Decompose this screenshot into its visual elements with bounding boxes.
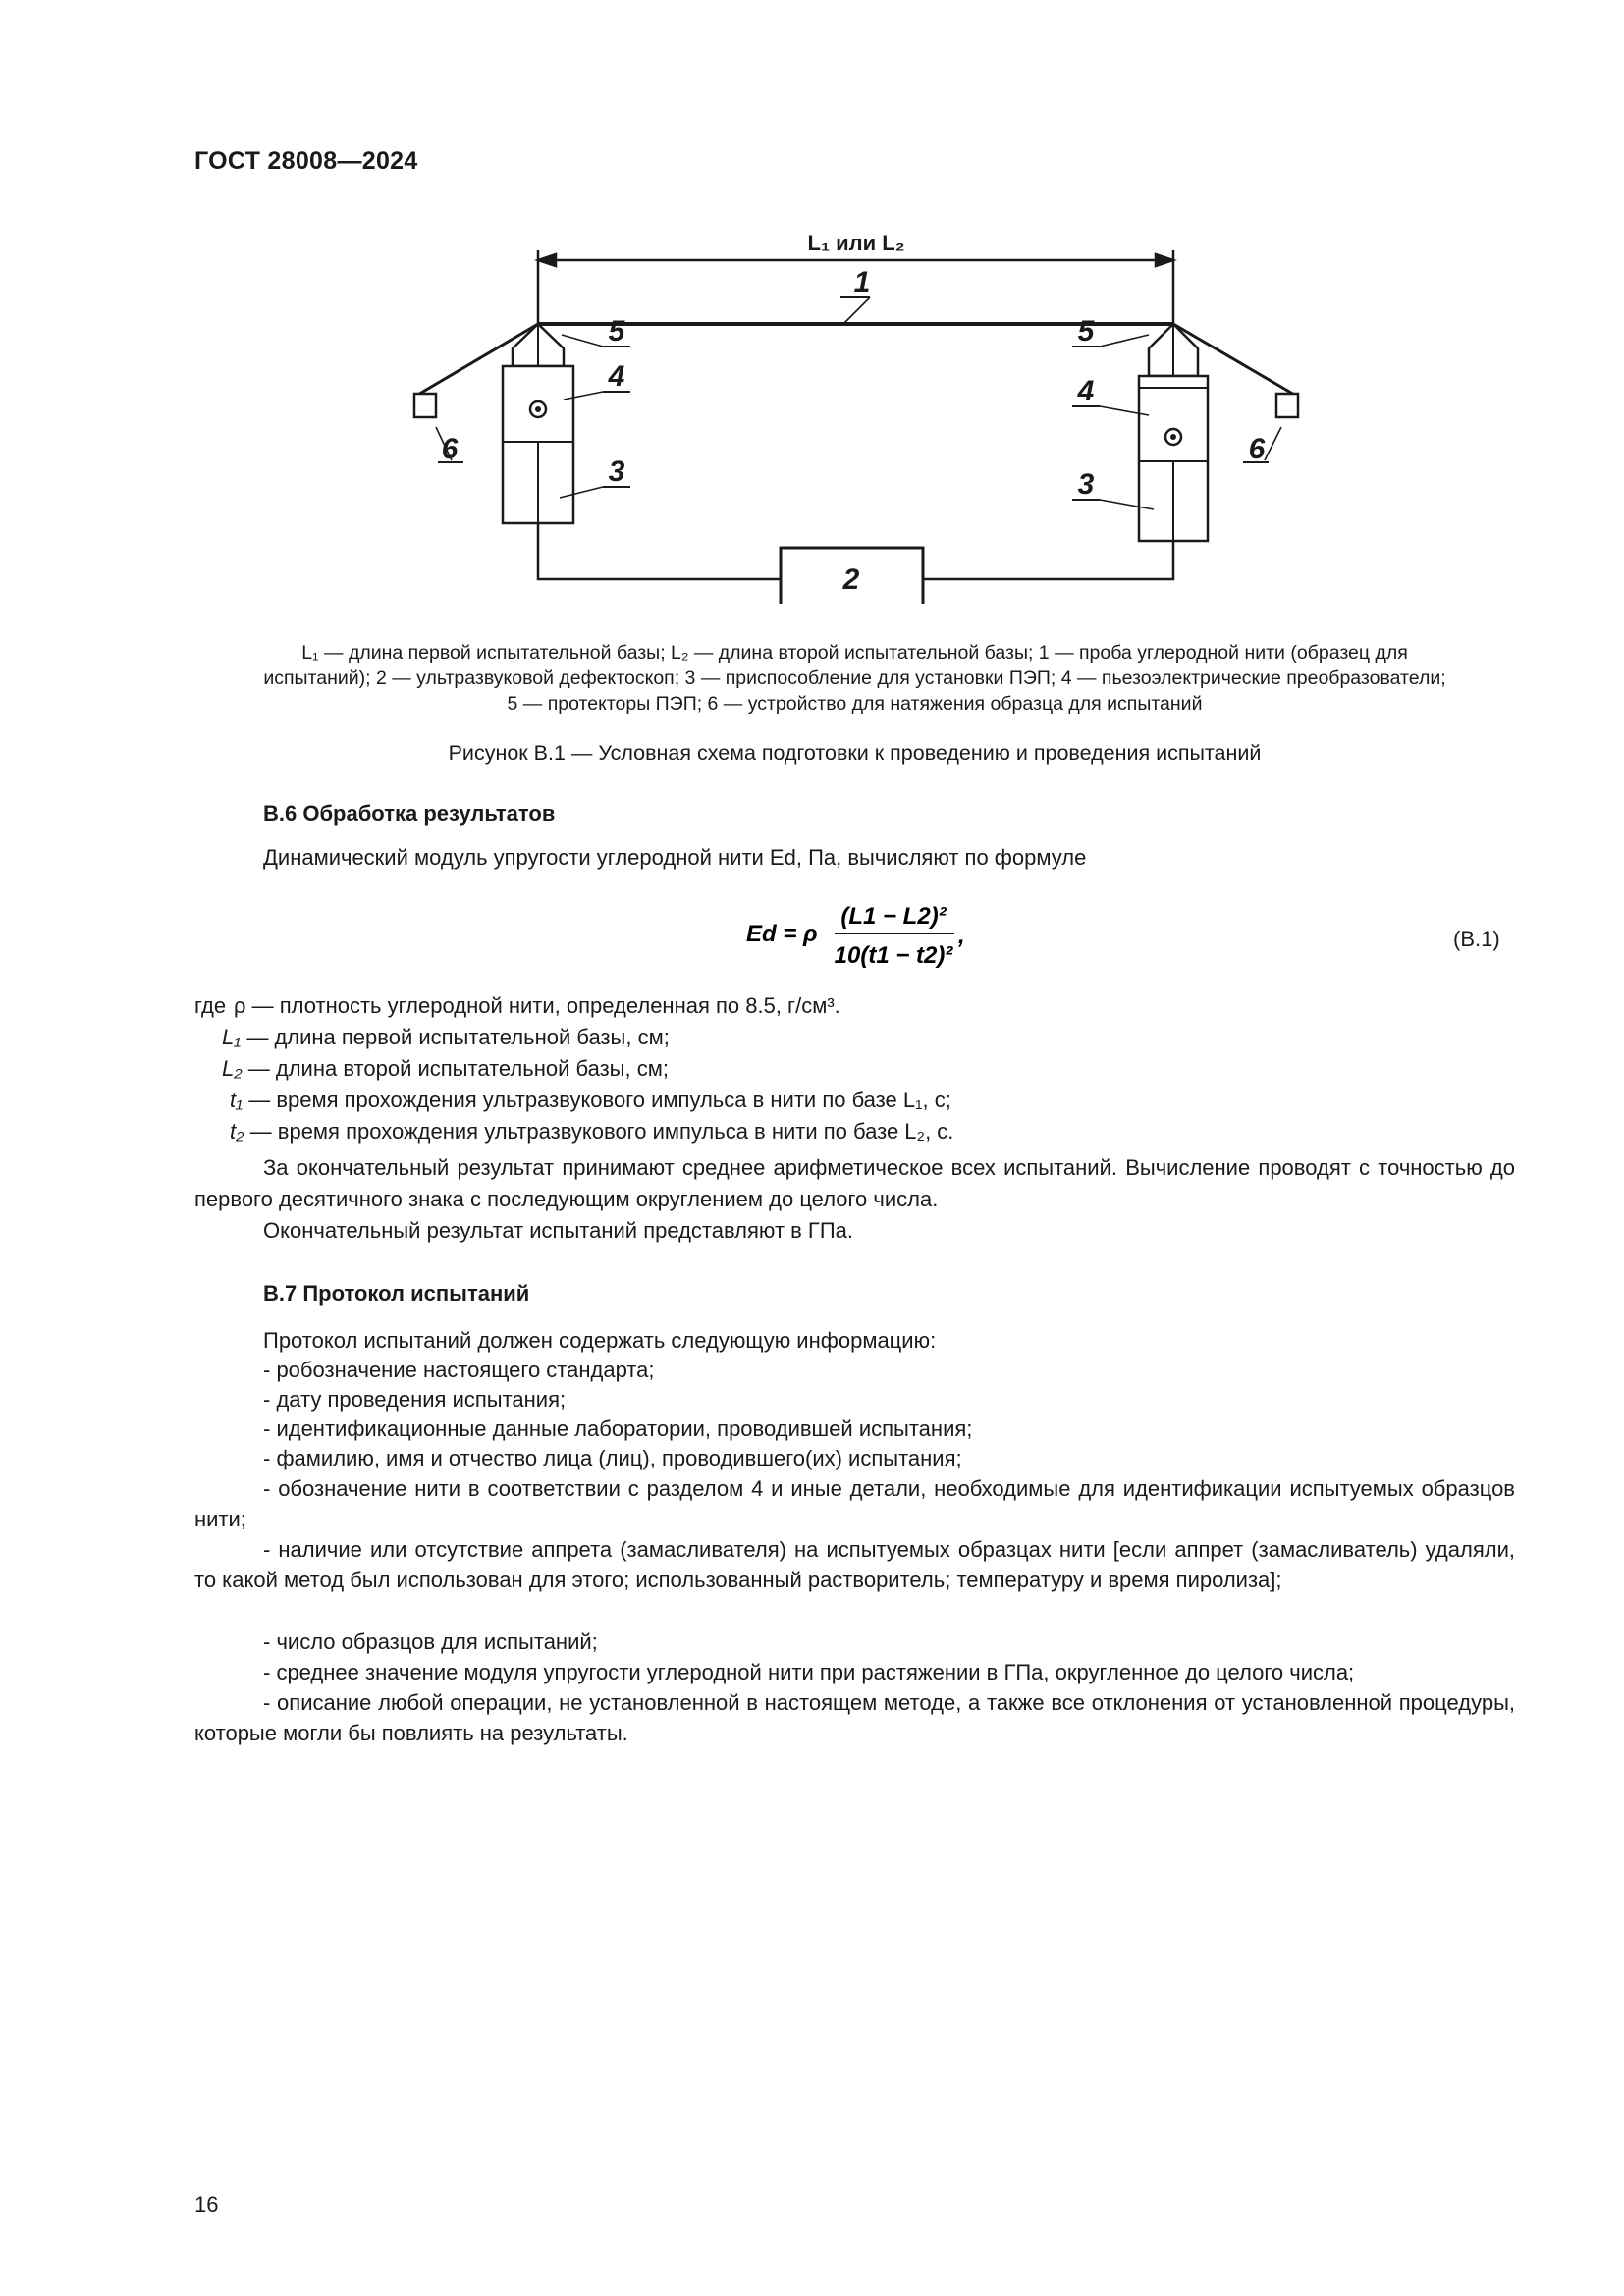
definition-text: время прохождения ультразвукового импульса в нити по базе L₁, с; bbox=[276, 1088, 951, 1112]
section-b6-paragraph-1: За окончательный результат принимают среднее арифметическое всех испытаний. Вычисление проводят с точностью до первого десятичного знака с последующим округлением до целого числа. bbox=[194, 1155, 1515, 1211]
label-tensioner-right: 6 bbox=[1248, 433, 1266, 465]
definition-symbol: t₂ bbox=[230, 1119, 244, 1144]
definition-text: время прохождения ультразвукового импульса в нити по базе L₂, с. bbox=[277, 1119, 954, 1144]
definition-row: t₁ — время прохождения ультразвукового импульса в нити по базе L₁, с; bbox=[230, 1088, 951, 1112]
definition-symbol: L₂ bbox=[222, 1056, 243, 1081]
label-thread: 1 bbox=[853, 266, 871, 298]
section-b7-intro: Протокол испытаний должен содержать следующую информацию: bbox=[263, 1328, 937, 1353]
list-item: - описание любой операции, не установленной в настоящем методе, а также все отклонения от установленной процедуры, которые могли бы повлиять на результаты. bbox=[194, 1690, 1515, 1745]
definition-row: L₂ — длина второй испытательной базы, см; bbox=[222, 1056, 669, 1081]
section-b6-heading: В.6 Обработка результатов bbox=[263, 801, 556, 826]
list-item: - фамилию, имя и отчество лица (лиц), проводившего(их) испытания; bbox=[263, 1446, 962, 1470]
definition-symbol: ρ bbox=[234, 993, 246, 1018]
formula-numerator: (L1 − L2)² bbox=[840, 903, 947, 930]
legend-line-1: L₁ — длина первой испытательной базы; L₂ — длина второй испытательной базы; 1 — проба углеродной нити (образец для bbox=[301, 642, 1408, 664]
definition-text: плотность углеродной нити, определенная по 8.5, г/см³. bbox=[279, 993, 840, 1018]
label-transducer-right: 4 bbox=[1077, 375, 1095, 407]
definition-text: длина первой испытательной базы, см; bbox=[274, 1025, 670, 1049]
label-fixture-right: 3 bbox=[1077, 468, 1095, 501]
definition-row: t₂ — время прохождения ультразвукового импульса в нити по базе L₂, с. bbox=[230, 1119, 954, 1144]
list-item: - робозначение настоящего стандарта; bbox=[263, 1358, 655, 1382]
label-transducer-left: 4 bbox=[608, 360, 625, 393]
formula-trailing: , bbox=[958, 923, 965, 949]
definition-text: длина второй испытательной базы, см; bbox=[275, 1056, 669, 1081]
label-defectoscope: 2 bbox=[842, 563, 860, 596]
page-number: 16 bbox=[194, 2192, 219, 2216]
formula-number: (В.1) bbox=[1453, 927, 1500, 951]
definition-row: ρ — плотность углеродной нити, определенная по 8.5, г/см³. bbox=[234, 993, 840, 1018]
legend-line-2: испытаний); 2 — ультразвуковой дефектоскоп; 3 — приспособление для установки ПЭП; 4 — пьезоэлектрические преобразователи; bbox=[263, 667, 1446, 689]
legend-line-3: 5 — протекторы ПЭП; 6 — устройство для натяжения образца для испытаний bbox=[507, 693, 1203, 715]
where-prefix: где bbox=[194, 993, 227, 1018]
section-b6-intro: Динамический модуль упругости углеродной нити Ed, Па, вычисляют по формуле bbox=[263, 845, 1087, 870]
label-tensioner-left: 6 bbox=[441, 433, 459, 465]
cable-right bbox=[923, 541, 1173, 579]
document-standard-id: ГОСТ 28008—2024 bbox=[194, 147, 418, 175]
label-fixture-left: 3 bbox=[608, 455, 625, 488]
figure-caption: Рисунок В.1 — Условная схема подготовки к проведению и проведения испытаний bbox=[448, 741, 1262, 765]
list-item: - наличие или отсутствие аппрета (замасливателя) на испытуемых образцах нити [если аппрет (замасливатель) удаляли, то какой метод был использован для этого; использованный растворитель; температуру и время пиролиза]; bbox=[194, 1537, 1515, 1592]
list-item: - обозначение нити в соответствии с разделом 4 и иные детали, необходимые для идентификации испытуемых образцов нити; bbox=[194, 1476, 1515, 1531]
list-item: - идентификационные данные лаборатории, проводившей испытания; bbox=[263, 1416, 973, 1441]
definition-row: L₁ — длина первой испытательной базы, см; bbox=[222, 1025, 670, 1049]
definition-symbol: L₁ bbox=[222, 1025, 242, 1049]
section-b7-heading: В.7 Протокол испытаний bbox=[263, 1281, 530, 1306]
list-item: - дату проведения испытания; bbox=[263, 1387, 567, 1412]
section-b6-paragraph-2: Окончательный результат испытаний представляют в ГПа. bbox=[263, 1218, 854, 1243]
definition-symbol: t₁ bbox=[230, 1088, 244, 1112]
formula-denominator: 10(t1 − t2)² bbox=[834, 942, 953, 969]
figure-legend bbox=[194, 640, 1515, 717]
label-protector-left: 5 bbox=[608, 315, 625, 347]
test-setup-diagram bbox=[393, 221, 1316, 604]
list-item: - среднее значение модуля упругости углеродной нити при растяжении в ГПа, округленное до целого числа; bbox=[263, 1660, 1355, 1684]
left-tensioner bbox=[414, 394, 436, 417]
formula-lhs: Ed = ρ bbox=[746, 921, 818, 947]
formula-b1 bbox=[746, 888, 1001, 977]
list-item: - число образцов для испытаний; bbox=[263, 1629, 598, 1654]
cable-left bbox=[538, 523, 781, 579]
right-tensioner bbox=[1276, 394, 1298, 417]
dimension-label: L₁ или L₂ bbox=[807, 231, 905, 255]
left-transducer bbox=[503, 324, 573, 523]
label-protector-right: 5 bbox=[1077, 315, 1095, 347]
